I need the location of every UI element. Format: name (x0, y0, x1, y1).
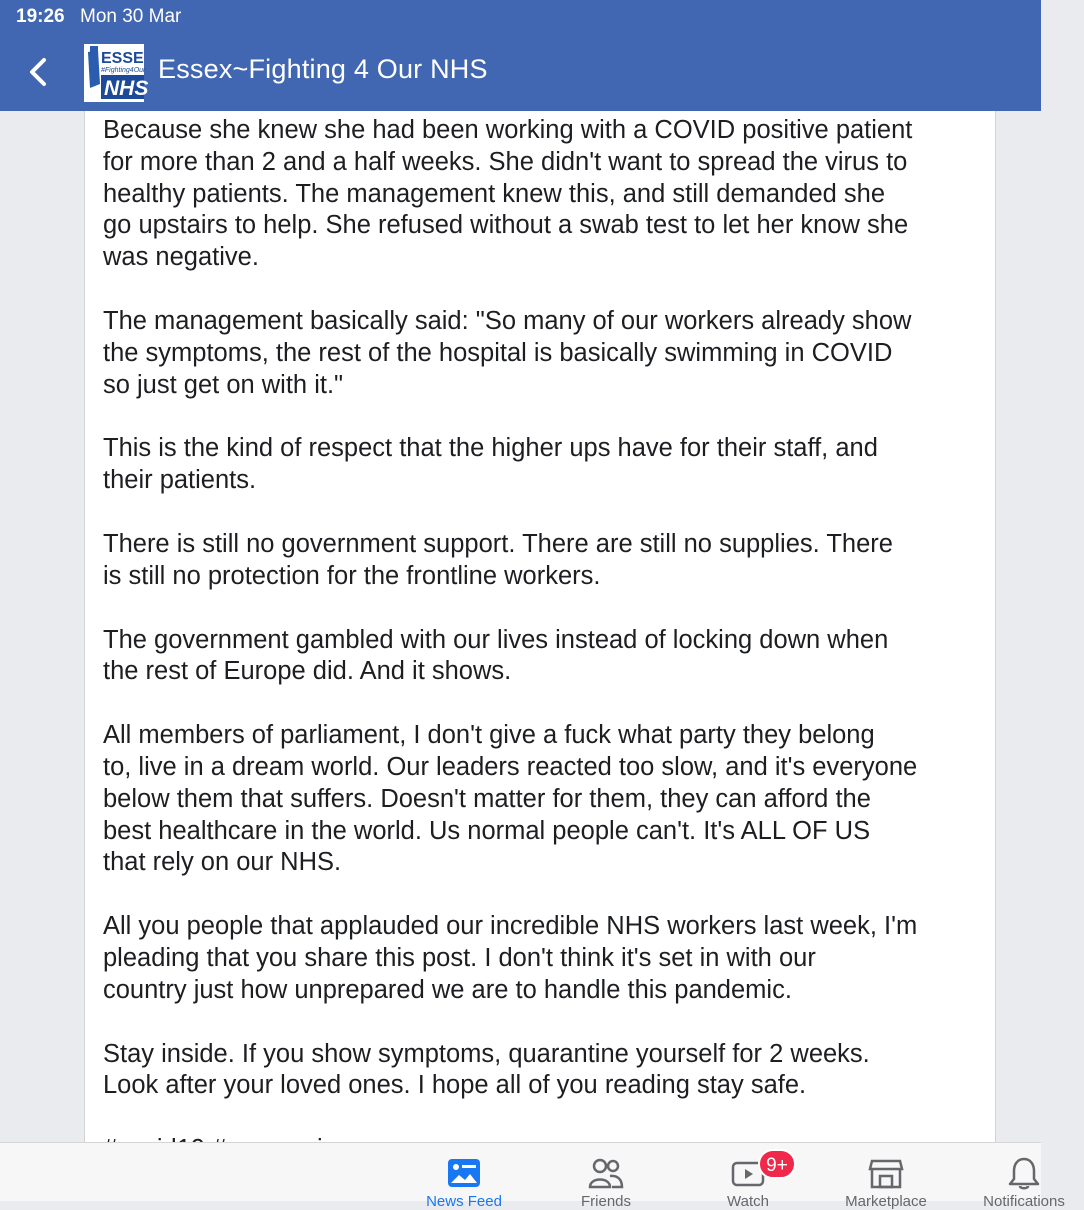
post-paragraph: This is the kind of respect that the higher ups have for their staff, and their patients. (103, 434, 878, 495)
avatar-text-mid: #Fighting4Our (101, 67, 146, 74)
post-paragraph: Stay inside. If you show symptoms, quarantine yourself for 2 weeks. Look after your loved ones. I hope all of you reading stay safe. (103, 1039, 870, 1100)
post-body (103, 115, 983, 1198)
post-paragraph: All you people that applauded our incredible NHS workers last week, I'm pleading that you share this post. I don't think it's set in with our country just how unprepared we are to handle this pandemic. (103, 912, 918, 1004)
avatar-text-top: ESSE (101, 50, 144, 67)
tab-label: Marketplace (845, 1193, 927, 1210)
status-time: 19:26 (16, 6, 65, 27)
group-title[interactable]: Essex~Fighting 4 Our NHS (158, 54, 488, 84)
bell-icon (1006, 1155, 1042, 1191)
tab-label: News Feed (426, 1193, 502, 1210)
tab-notifications[interactable] (964, 1143, 1084, 1210)
group-avatar[interactable] (84, 44, 149, 102)
tab-news-feed[interactable] (404, 1143, 524, 1210)
tab-watch[interactable] (688, 1143, 808, 1210)
post-paragraph: All members of parliament, I don't give a fuck what party they belong to, live in a dream world. Our leaders reacted too slow, and it's everyone below them that suffers. Doesn't matter for them, they can afford the best healthcare in the world. Us normal people can't. It's ALL OF US that rely on our NHS. (103, 721, 918, 877)
news-feed-icon (446, 1155, 482, 1191)
tab-friends[interactable] (546, 1143, 666, 1210)
back-button[interactable] (22, 52, 58, 92)
marketplace-icon (868, 1155, 904, 1191)
avatar-text-bottom: NHS (104, 77, 149, 100)
chevron-left-icon (22, 52, 58, 92)
tab-marketplace[interactable] (826, 1143, 946, 1210)
post-paragraph: The management basically said: "So many of our workers already show the symptoms, the rest of the hospital is basically swimming in COVID so just get on with it." (103, 306, 912, 399)
tab-label: Friends (580, 1193, 632, 1210)
post-paragraph: There is still no government support. There are still no supplies. There is still no protection for the frontline workers. (103, 529, 893, 590)
post-paragraph: Because she knew she had been working with a COVID positive patient for more than 2 and a half weeks. She didn't want to spread the virus to healthy patients. The management knew this, and still demanded she go upstairs to help. She refused without a swab test to let her know she was negative. (103, 116, 913, 272)
top-bar (0, 0, 1041, 111)
post-paragraph: The government gambled with our lives instead of locking down when the rest of Europe did. And it shows. (103, 625, 889, 686)
status-date: Mon 30 Mar (80, 6, 182, 27)
post-card (84, 111, 996, 1171)
watch-badge: 9+ (758, 1149, 796, 1179)
tab-label: Notifications (983, 1193, 1065, 1210)
bottom-nav (0, 1142, 1065, 1210)
friends-icon (588, 1155, 624, 1191)
tab-label: Watch (727, 1193, 769, 1210)
